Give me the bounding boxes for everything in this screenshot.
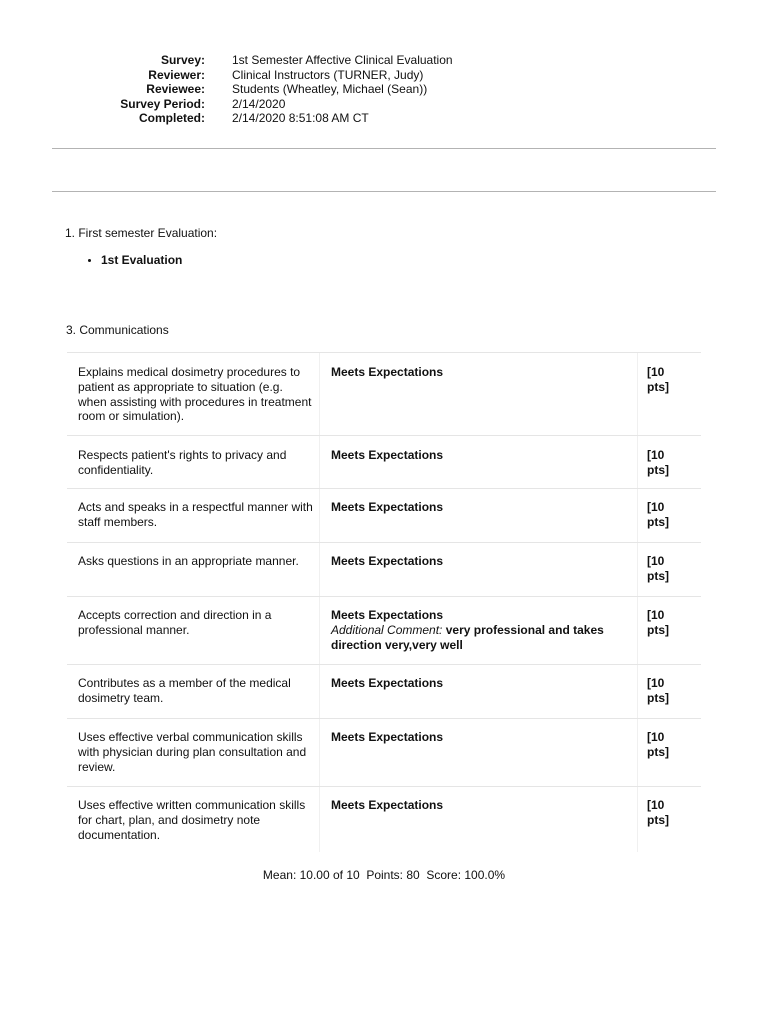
rating-cell — [331, 448, 621, 463]
reviewer-value: Clinical Instructors (TURNER, Judy) — [232, 67, 424, 82]
criterion-text: Accepts correction and direction in a professional manner. — [78, 608, 272, 637]
points-unit: pts] — [647, 514, 669, 529]
answer-item — [88, 253, 182, 267]
criterion-text: Respects patient's rights to privacy and confidentiality. — [78, 448, 287, 477]
table-row — [67, 664, 701, 718]
criterion-text: Uses effective verbal communication skills with physician during plan consultation and review. — [78, 730, 307, 774]
rating-text: Meets Expectations — [331, 608, 444, 622]
additional-comment — [331, 623, 621, 653]
points-text: [10 — [647, 500, 665, 514]
question-1-answers — [88, 253, 182, 267]
points-cell — [647, 798, 687, 828]
points-cell — [647, 500, 687, 530]
survey-period-label: Survey Period: — [120, 96, 205, 111]
points-cell — [647, 676, 687, 706]
criterion-text: Contributes as a member of the medical dosimetry team. — [78, 676, 291, 705]
reviewer-label: Reviewer: — [148, 67, 205, 82]
criterion-text: Acts and speaks in a respectful manner with staff members. — [78, 500, 313, 529]
points-unit: pts] — [647, 744, 669, 759]
rating-text: Meets Expectations — [331, 730, 444, 744]
survey-period-value: 2/14/2020 — [232, 96, 286, 111]
table-row — [67, 718, 701, 786]
reviewee-label: Reviewee: — [146, 82, 205, 97]
table-row — [67, 488, 701, 542]
points-unit: pts] — [647, 462, 669, 477]
rating-text: Meets Expectations — [331, 676, 444, 690]
table-row — [67, 596, 701, 664]
table-row — [67, 435, 701, 488]
table-row — [67, 786, 701, 852]
points-text: [10 — [647, 365, 665, 379]
comment-text: very professional and takes direction very,very well — [331, 622, 604, 652]
evaluation-table — [67, 352, 701, 852]
rating-cell — [331, 798, 621, 813]
points-cell — [647, 730, 687, 760]
rating-cell — [331, 676, 621, 691]
divider — [52, 148, 716, 149]
rating-cell — [331, 730, 621, 745]
points-text: [10 — [647, 730, 665, 744]
points-cell — [647, 448, 687, 478]
question-3-title: 3. Communications — [66, 323, 169, 337]
points-unit: pts] — [647, 379, 669, 394]
rating-text: Meets Expectations — [331, 554, 444, 568]
table-row — [67, 542, 701, 596]
points-cell — [647, 608, 687, 638]
points-text: [10 — [647, 554, 665, 568]
rating-text: Meets Expectations — [331, 365, 444, 379]
rating-cell — [331, 500, 621, 515]
rating-text: Meets Expectations — [331, 448, 444, 462]
points-unit: pts] — [647, 812, 669, 827]
points-text: [10 — [647, 798, 665, 812]
completed-value: 2/14/2020 8:51:08 AM CT — [232, 111, 369, 126]
rating-cell — [331, 554, 621, 569]
points-unit: pts] — [647, 622, 669, 637]
points-text: [10 — [647, 608, 665, 622]
divider — [52, 191, 716, 192]
question-1-title: 1. First semester Evaluation: — [65, 226, 218, 240]
completed-label: Completed: — [139, 111, 205, 126]
rating-text: Meets Expectations — [331, 500, 444, 514]
points-text: [10 — [647, 676, 665, 690]
bullet-icon — [88, 259, 91, 262]
reviewee-value: Students (Wheatley, Michael (Sean)) — [232, 82, 428, 97]
points-unit: pts] — [647, 568, 669, 583]
points-cell — [647, 365, 687, 395]
survey-value: 1st Semester Affective Clinical Evaluation — [232, 53, 453, 67]
criterion-text: Asks questions in an appropriate manner. — [78, 554, 299, 568]
criterion-text: Uses effective written communication skills for chart, plan, and dosimetry note documentation. — [78, 798, 306, 842]
rating-cell — [331, 608, 621, 652]
survey-label: Survey: — [160, 53, 205, 67]
points-text: [10 — [647, 448, 665, 462]
answer-text: 1st Evaluation — [101, 253, 183, 267]
table-row — [67, 352, 701, 435]
criterion-text: Explains medical dosimetry procedures to patient as appropriate to situation (e.g. when assisting with procedures in treatment room or simulation). — [78, 365, 312, 424]
rating-cell — [331, 365, 621, 380]
points-cell — [647, 554, 687, 584]
points-unit: pts] — [647, 690, 669, 705]
comment-label: Additional Comment: — [331, 622, 443, 637]
rating-text: Meets Expectations — [331, 798, 444, 812]
score-summary: Mean: 10.00 of 10 Points: 80 Score: 100.0% — [262, 868, 506, 882]
